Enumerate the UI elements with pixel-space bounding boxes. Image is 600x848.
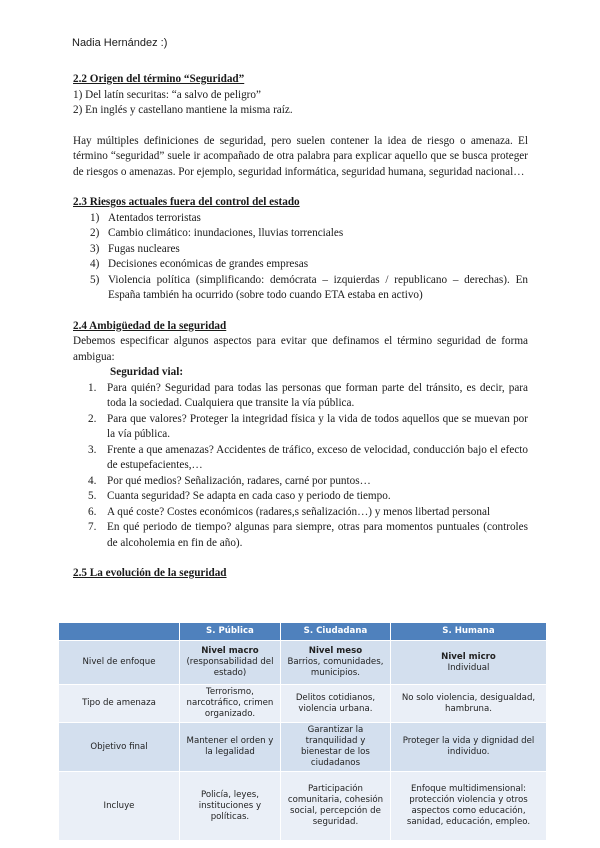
- table-cell: Mantener el orden y la legalidad: [180, 723, 281, 772]
- s24-subtitle: Seguridad vial:: [110, 366, 184, 378]
- s22-paragraph: Hay múltiples definiciones de seguridad, pero suelen contener la idea de riesgo o amenaza. El término “seguridad” suele ir acompañado de otra palabra para explicar aquello que se busca proteger de riesgos o amenazas. Por ejemplo, seguridad informática, seguridad humana, seguridad nacional…: [73, 134, 528, 178]
- section-2-2-title: 2.2 Origen del término “Seguridad”: [73, 73, 245, 85]
- list-item: 3) Fugas nucleares: [90, 242, 180, 255]
- risks-list: [73, 211, 528, 304]
- table-cell: Proteger la vida y dignidad del individuo.: [391, 723, 547, 772]
- row-label: Nivel de enfoque: [59, 641, 180, 685]
- row-label: Incluye: [59, 772, 180, 841]
- road-safety-list: [73, 381, 528, 552]
- table-cell: Policía, leyes, instituciones y políticas.: [180, 772, 281, 841]
- table-header-publica: S. Pública: [180, 623, 281, 641]
- page-header-author: Nadia Hernández :): [72, 37, 168, 49]
- list-item: 4. Por qué medios? Señalización, radares, carné por puntos…: [88, 474, 371, 487]
- list-item: 4) Decisiones económicas de grandes empresas: [90, 258, 309, 270]
- list-item: 3. Frente a que amenazas? Accidentes de tráfico, exceso de velocidad, conducción bajo el efecto de estupefacientes,…: [88, 443, 528, 471]
- list-item: 5) Violencia política (simplificando: demócrata – izquierdas / republicano – derechas). En España también ha ocurrido (sobre todo cuando ETA estaba en activo): [90, 273, 528, 301]
- section-2-5-title: 2.5 La evolución de la seguridad: [73, 567, 227, 579]
- table-row: [59, 723, 547, 772]
- table-header-empty: [59, 623, 180, 641]
- s24-intro: Debemos especificar algunos aspectos para evitar que definamos el término seguridad de forma ambigua:: [73, 335, 528, 363]
- table-row: [59, 685, 547, 723]
- list-item: 1) Atentados terroristas: [90, 211, 201, 224]
- table-cell: No solo violencia, desigualdad, hambruna.: [391, 685, 547, 723]
- row-label: Tipo de amenaza: [59, 685, 180, 723]
- table-cell: Delitos cotidianos, violencia urbana.: [280, 685, 390, 723]
- document-body: [73, 72, 528, 582]
- table-cell: Garantizar la tranquilidad y bienestar de los ciudadanos: [280, 723, 390, 772]
- table-row: [59, 772, 547, 841]
- table-cell: Participación comunitaria, cohesión social, percepción de seguridad.: [280, 772, 390, 841]
- table-cell: Terrorismo, narcotráfico, crimen organizado.: [180, 685, 281, 723]
- table-header-humana: S. Humana: [391, 623, 547, 641]
- section-2-3-title: 2.3 Riesgos actuales fuera del control del estado: [73, 196, 300, 208]
- section-2-4-title: 2.4 Ambigüedad de la seguridad: [73, 319, 227, 332]
- list-item: 2. Para que valores? Proteger la integridad física y la vida de todos aquellos que se muevan por la vía pública.: [88, 412, 528, 440]
- list-item: 2) Cambio climático: inundaciones, lluvias torrenciales: [90, 227, 344, 239]
- list-item: 7. En qué periodo de tiempo? algunas para siempre, otras para momentos puntuales (controles de alcoholemia en fin de año).: [88, 521, 528, 549]
- table-header-ciudadana: S. Ciudadana: [280, 623, 390, 641]
- table-cell: Nivel macro (responsabilidad del estado): [180, 641, 281, 685]
- list-item: 1. Para quién? Seguridad para todas las personas que forman parte del tránsito, es decir, para toda la sociedad. Cualquiera que transite la vía pública.: [88, 381, 528, 409]
- row-label: Objetivo final: [59, 723, 180, 772]
- security-evolution-table: [58, 622, 547, 841]
- table-cell: Nivel meso Barrios, comunidades, municipios.: [280, 641, 390, 685]
- table-row: [59, 641, 547, 685]
- table-cell: Nivel micro Individual: [391, 641, 547, 685]
- list-item: 5. Cuanta seguridad? Se adapta en cada caso y periodo de tiempo.: [88, 490, 391, 502]
- table-cell: Enfoque multidimensional: protección violencia y otros aspectos como educación, sanidad, educación, empleo.: [391, 772, 547, 841]
- list-item: 6. A qué coste? Costes económicos (radares,s señalización…) y menos libertad personal: [88, 505, 491, 518]
- table-header-row: [59, 623, 547, 641]
- s22-line-1: 1) Del latín securitas: “a salvo de peligro”: [73, 88, 261, 101]
- s22-line-2: 2) En inglés y castellano mantiene la misma raíz.: [73, 104, 293, 116]
